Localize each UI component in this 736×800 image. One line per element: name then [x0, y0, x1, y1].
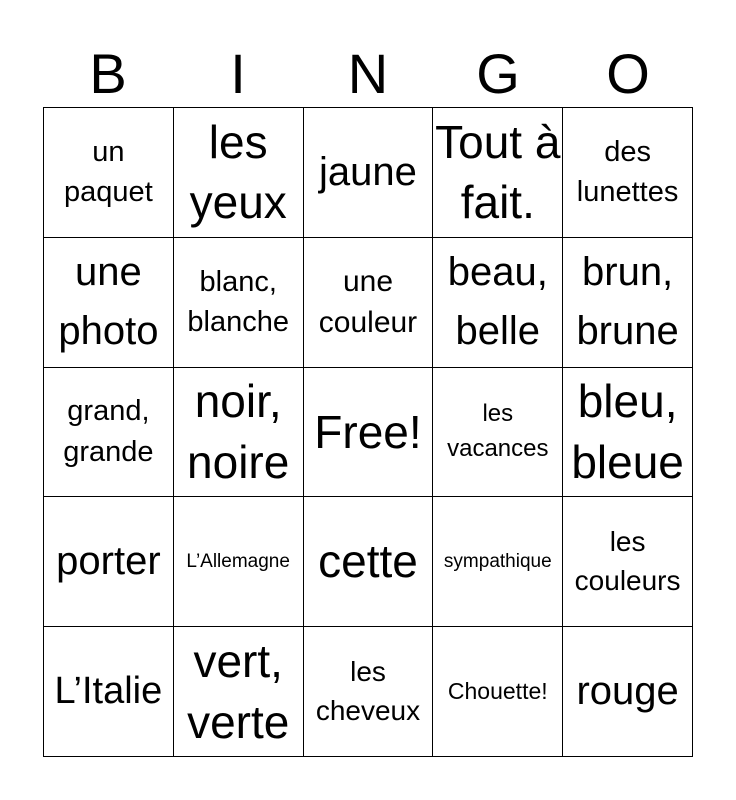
cell-text: blanc, blanche — [187, 265, 289, 339]
cell-text: un paquet — [64, 135, 153, 209]
cell-text: Free! — [314, 405, 422, 458]
bingo-cell[interactable] — [433, 108, 563, 238]
bingo-cell[interactable] — [563, 238, 693, 368]
bingo-cell[interactable] — [433, 497, 563, 627]
cell-text: noir, noire — [187, 375, 290, 488]
cell-text: brun, brune — [576, 250, 679, 354]
cell-text: les yeux — [189, 115, 287, 229]
header-letter-o: O — [606, 42, 650, 105]
cell-text: bleu, bleue — [571, 375, 684, 488]
cell-text: sympathique — [443, 550, 552, 572]
bingo-cell[interactable] — [44, 238, 174, 368]
bingo-cell[interactable] — [174, 368, 304, 498]
bingo-cell[interactable] — [304, 627, 434, 757]
bingo-cell[interactable] — [304, 238, 434, 368]
cell-text: des lunettes — [576, 135, 679, 209]
cell-text: rouge — [576, 669, 679, 713]
bingo-cell[interactable] — [174, 497, 304, 627]
cell-text: une photo — [58, 250, 159, 354]
bingo-cell[interactable] — [563, 497, 693, 627]
bingo-cell[interactable] — [44, 497, 174, 627]
cell-text: porter — [56, 539, 161, 584]
bingo-cell[interactable] — [304, 108, 434, 238]
header-letter-b: B — [89, 42, 127, 105]
header-letter-g: G — [476, 42, 520, 105]
cell-text: une couleur — [318, 264, 418, 340]
bingo-cell[interactable] — [563, 368, 693, 498]
bingo-cell[interactable] — [174, 108, 304, 238]
bingo-cell[interactable] — [304, 497, 434, 627]
header-letter-i: I — [230, 42, 246, 105]
header-letter-n: N — [347, 42, 389, 105]
bingo-cell[interactable] — [44, 627, 174, 757]
bingo-cell[interactable] — [563, 627, 693, 757]
bingo-cell[interactable] — [563, 108, 693, 238]
free-space[interactable] — [304, 368, 434, 498]
cell-text: les vacances — [447, 400, 549, 462]
bingo-cell[interactable] — [174, 627, 304, 757]
bingo-cell[interactable] — [44, 108, 174, 238]
cell-text: L’Allemagne — [186, 550, 290, 572]
cell-text: grand, grande — [63, 395, 154, 468]
bingo-cell[interactable] — [44, 368, 174, 498]
bingo-cell[interactable] — [174, 238, 304, 368]
cell-text: Chouette! — [447, 678, 548, 705]
cell-text: jaune — [319, 149, 417, 194]
cell-text: les cheveux — [315, 655, 421, 726]
bingo-cell[interactable] — [433, 238, 563, 368]
cell-text: les couleurs — [574, 526, 681, 596]
cell-text: beau, belle — [447, 250, 548, 354]
cell-text: vert, verte — [187, 634, 290, 748]
bingo-cell[interactable] — [433, 627, 563, 757]
bingo-header — [43, 42, 693, 106]
cell-text: Tout à fait. — [435, 115, 561, 229]
cell-text: cette — [318, 535, 418, 588]
bingo-board — [43, 107, 693, 757]
cell-text: L’Italie — [54, 670, 163, 713]
bingo-cell[interactable] — [433, 368, 563, 498]
